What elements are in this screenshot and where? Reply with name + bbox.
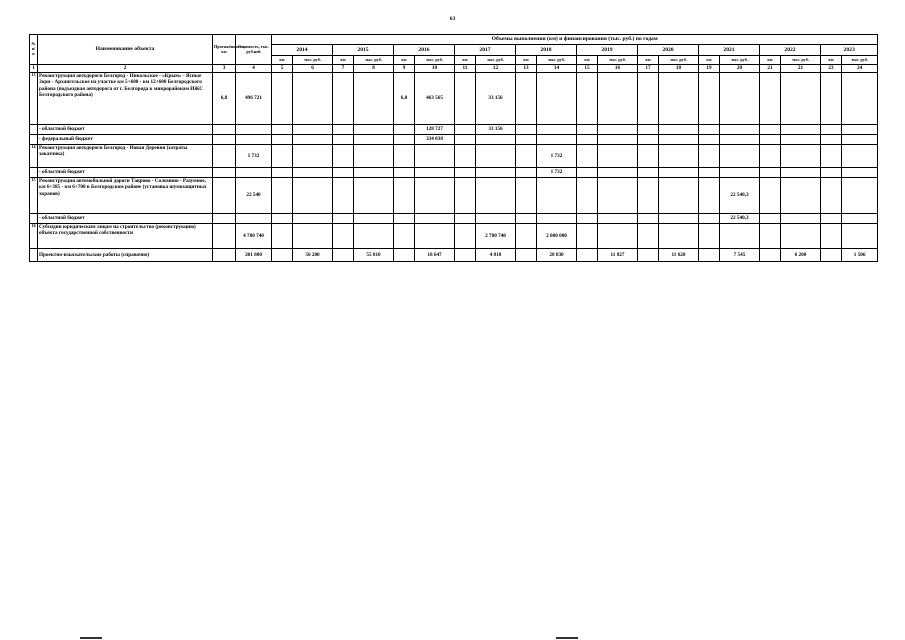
column-index: 11 <box>455 65 476 73</box>
unit-km: км <box>577 56 598 65</box>
year-cell <box>699 249 720 262</box>
year-cell <box>394 214 415 224</box>
column-index: 9 <box>394 65 415 73</box>
year-cell <box>455 224 476 249</box>
length-value <box>213 145 236 168</box>
year-cell <box>699 145 720 168</box>
year-cell: 7 545 <box>720 249 760 262</box>
unit-rub: тыс. руб. <box>415 56 455 65</box>
year-cell <box>537 73 577 125</box>
year-cell <box>272 145 293 168</box>
column-index: 13 <box>516 65 537 73</box>
year-cell <box>354 125 394 135</box>
year-cell <box>394 224 415 249</box>
year-cell: 463 565 <box>415 73 455 125</box>
year-cell <box>272 125 293 135</box>
year-cell <box>354 145 394 168</box>
year-cell: 55 810 <box>354 249 394 262</box>
year-cell <box>638 125 659 135</box>
year-header: 2016 <box>394 45 455 56</box>
year-cell <box>659 224 699 249</box>
column-index: 10 <box>415 65 455 73</box>
object-name: - областной бюджет <box>38 168 213 178</box>
year-header: 2022 <box>760 45 821 56</box>
unit-km: км <box>821 56 842 65</box>
object-name: Реконструкция автодороги Белгород - Никольское - «Крым» - Ясные Зори - Архангельское на участке км 5+600 - км 12+600 Белгородского района (подъездная автодорога от г. Белгорода к микрорайонам ИЖС Белгородского района) <box>38 73 213 125</box>
column-index: 8 <box>354 65 394 73</box>
column-index: 21 <box>760 65 781 73</box>
cost-value: 201 800 <box>236 249 272 262</box>
year-cell <box>577 214 598 224</box>
year-cell <box>842 168 878 178</box>
row-number <box>30 249 38 262</box>
unit-rub: тыс. руб. <box>293 56 333 65</box>
year-cell: 33 156 <box>476 73 516 125</box>
year-header: 2023 <box>821 45 878 56</box>
unit-km: км <box>394 56 415 65</box>
year-cell <box>659 135 699 145</box>
cost-value <box>236 135 272 145</box>
year-cell <box>476 214 516 224</box>
year-cell <box>537 214 577 224</box>
year-cell <box>598 125 638 135</box>
table-row <box>30 249 878 262</box>
table-row <box>30 135 878 145</box>
year-cell <box>333 73 354 125</box>
year-cell <box>516 125 537 135</box>
year-cell <box>293 214 333 224</box>
year-cell <box>720 135 760 145</box>
table-row <box>30 214 878 224</box>
year-cell: 56 200 <box>293 249 333 262</box>
year-cell <box>638 214 659 224</box>
year-cell <box>333 214 354 224</box>
year-cell <box>537 135 577 145</box>
year-cell <box>455 145 476 168</box>
year-cell <box>394 135 415 145</box>
year-cell: 334 838 <box>415 135 455 145</box>
year-cell <box>781 73 821 125</box>
year-cell <box>333 249 354 262</box>
column-index: 20 <box>720 65 760 73</box>
unit-rub: тыс. руб. <box>598 56 638 65</box>
year-cell <box>821 249 842 262</box>
table-row <box>30 168 878 178</box>
year-cell <box>720 145 760 168</box>
year-cell <box>476 135 516 145</box>
year-cell <box>516 178 537 214</box>
cost-value <box>236 125 272 135</box>
year-cell <box>638 249 659 262</box>
year-cell <box>272 224 293 249</box>
year-cell <box>760 125 781 135</box>
length-value <box>213 168 236 178</box>
year-header: 2015 <box>333 45 394 56</box>
column-index: 18 <box>659 65 699 73</box>
year-cell <box>699 178 720 214</box>
object-name: Реконструкция автодороги Белгород - Новая Деревня (затраты заказчика) <box>38 145 213 168</box>
year-cell <box>415 214 455 224</box>
year-cell <box>577 125 598 135</box>
year-cell <box>293 135 333 145</box>
col-name-header: Наименование объекта <box>38 35 213 65</box>
year-cell <box>333 224 354 249</box>
year-cell <box>333 168 354 178</box>
year-cell <box>333 145 354 168</box>
year-cell <box>821 125 842 135</box>
year-cell <box>842 214 878 224</box>
table-row <box>30 178 878 214</box>
column-index: 12 <box>476 65 516 73</box>
year-cell: 11 827 <box>598 249 638 262</box>
year-cell <box>577 178 598 214</box>
year-cell <box>659 73 699 125</box>
year-cell: 2 000 000 <box>537 224 577 249</box>
year-cell <box>293 168 333 178</box>
year-cell <box>720 168 760 178</box>
year-cell <box>455 168 476 178</box>
year-cell <box>293 178 333 214</box>
column-index: 17 <box>638 65 659 73</box>
year-cell <box>760 178 781 214</box>
year-cell <box>537 125 577 135</box>
year-cell <box>455 125 476 135</box>
year-cell <box>415 224 455 249</box>
year-cell <box>720 125 760 135</box>
year-cell <box>598 135 638 145</box>
year-cell <box>781 168 821 178</box>
column-index: 16 <box>598 65 638 73</box>
year-cell <box>821 73 842 125</box>
year-cell <box>638 73 659 125</box>
column-index: 3 <box>213 65 236 73</box>
row-number: 13 <box>30 73 38 125</box>
object-name: Реконструкция автомобильной дороги Таврово - Соломино - Разумное, км 6+385 - км 6+700 в Белгородском районе (установка шумозащитных экранов) <box>38 178 213 214</box>
year-cell <box>598 73 638 125</box>
year-cell <box>415 168 455 178</box>
column-index: 6 <box>293 65 333 73</box>
year-header: 2020 <box>638 45 699 56</box>
year-cell <box>577 168 598 178</box>
year-cell <box>333 135 354 145</box>
year-cell <box>699 168 720 178</box>
unit-km: км <box>699 56 720 65</box>
object-name: - федеральный бюджет <box>38 135 213 145</box>
row-number <box>30 135 38 145</box>
year-cell <box>354 178 394 214</box>
year-cell <box>781 145 821 168</box>
year-cell <box>598 178 638 214</box>
year-cell <box>455 178 476 214</box>
unit-rub: тыс. руб. <box>720 56 760 65</box>
column-index: 19 <box>699 65 720 73</box>
year-cell <box>354 224 394 249</box>
unit-rub: тыс. руб. <box>781 56 821 65</box>
year-header: 2019 <box>577 45 638 56</box>
year-cell <box>821 135 842 145</box>
table-row <box>30 224 878 249</box>
object-name: - областной бюджет <box>38 125 213 135</box>
year-cell <box>394 178 415 214</box>
length-value <box>213 135 236 145</box>
year-cell <box>760 73 781 125</box>
column-index-row <box>30 65 878 73</box>
column-index: 5 <box>272 65 293 73</box>
year-cell <box>638 145 659 168</box>
year-cell <box>598 224 638 249</box>
year-cell <box>699 135 720 145</box>
table-row <box>30 145 878 168</box>
col-cost-header: Стоимость, тыс. руб.ней <box>236 35 272 65</box>
year-cell: 22 540,3 <box>720 214 760 224</box>
year-cell <box>516 249 537 262</box>
column-index: 21 <box>781 65 821 73</box>
column-index: 14 <box>537 65 577 73</box>
column-index: 7 <box>333 65 354 73</box>
year-cell <box>781 125 821 135</box>
year-cell: 6,8 <box>394 73 415 125</box>
year-cell <box>516 135 537 145</box>
year-cell <box>720 73 760 125</box>
year-cell <box>272 168 293 178</box>
col-num-header: № п/п <box>30 35 38 65</box>
col-length-header: Протяжённость, км <box>213 35 236 65</box>
year-cell <box>537 178 577 214</box>
unit-km: км <box>516 56 537 65</box>
table-body <box>30 73 878 262</box>
year-cell <box>598 214 638 224</box>
unit-km: км <box>272 56 293 65</box>
length-value <box>213 178 236 214</box>
year-cell <box>293 224 333 249</box>
unit-rub: тыс. руб. <box>659 56 699 65</box>
year-cell: 18 647 <box>415 249 455 262</box>
year-cell <box>699 125 720 135</box>
length-value: 6,8 <box>213 73 236 125</box>
financing-table <box>29 34 878 262</box>
cost-value: 4 780 740 <box>236 224 272 249</box>
year-cell <box>394 249 415 262</box>
column-index: 1 <box>30 65 38 73</box>
unit-km: км <box>638 56 659 65</box>
year-cell <box>821 168 842 178</box>
year-cell <box>293 125 333 135</box>
year-cell <box>638 224 659 249</box>
year-cell <box>394 145 415 168</box>
year-cell <box>333 178 354 214</box>
object-name: Проектно-изыскательские работы (справочно) <box>38 249 213 262</box>
year-cell <box>272 214 293 224</box>
year-cell <box>760 168 781 178</box>
length-value <box>213 249 236 262</box>
year-cell <box>415 145 455 168</box>
cost-value <box>236 214 272 224</box>
year-cell <box>354 73 394 125</box>
unit-km: км <box>455 56 476 65</box>
year-cell <box>577 224 598 249</box>
year-cell <box>699 73 720 125</box>
unit-km: км <box>760 56 781 65</box>
year-header: 2017 <box>455 45 516 56</box>
year-cell <box>354 135 394 145</box>
column-index: 15 <box>577 65 598 73</box>
year-cell <box>516 168 537 178</box>
year-cell <box>577 249 598 262</box>
year-cell: 22 540,3 <box>720 178 760 214</box>
year-cell <box>760 145 781 168</box>
unit-rub: тыс. руб. <box>476 56 516 65</box>
year-cell <box>516 145 537 168</box>
year-cell <box>821 178 842 214</box>
year-cell <box>476 145 516 168</box>
year-cell <box>760 214 781 224</box>
year-cell <box>659 178 699 214</box>
year-cell: 4 818 <box>476 249 516 262</box>
year-cell <box>272 249 293 262</box>
row-number <box>30 125 38 135</box>
year-cell <box>516 214 537 224</box>
year-header: 2018 <box>516 45 577 56</box>
year-cell <box>598 145 638 168</box>
table-row <box>30 73 878 125</box>
year-cell <box>354 168 394 178</box>
year-cell <box>293 73 333 125</box>
column-index: 2 <box>38 65 213 73</box>
row-number <box>30 168 38 178</box>
unit-km: км <box>333 56 354 65</box>
year-cell <box>842 125 878 135</box>
table-row <box>30 125 878 135</box>
year-cell <box>455 214 476 224</box>
year-cell <box>354 214 394 224</box>
year-cell <box>638 135 659 145</box>
year-cell <box>577 73 598 125</box>
unit-rub: тыс. руб. <box>537 56 577 65</box>
cost-value <box>236 168 272 178</box>
row-number: 15 <box>30 178 38 214</box>
year-cell <box>821 224 842 249</box>
object-name: - областной бюджет <box>38 214 213 224</box>
year-cell <box>781 224 821 249</box>
year-cell <box>272 135 293 145</box>
year-cell: 1 506 <box>842 249 878 262</box>
year-cell <box>577 145 598 168</box>
year-cell <box>638 168 659 178</box>
year-cell <box>272 178 293 214</box>
year-cell: 2 780 740 <box>476 224 516 249</box>
cost-value: 1 732 <box>236 145 272 168</box>
page-number: 63 <box>449 16 456 22</box>
year-cell: 1 732 <box>537 145 577 168</box>
year-cell <box>293 145 333 168</box>
year-cell <box>598 168 638 178</box>
year-cell <box>272 73 293 125</box>
year-cell <box>760 135 781 145</box>
volumes-title: Объемы выполнения (км) и финансирования (тыс. руб.) по годам <box>272 35 878 45</box>
year-cell <box>760 249 781 262</box>
year-cell <box>577 135 598 145</box>
cost-value: 22 540 <box>236 178 272 214</box>
year-cell <box>516 224 537 249</box>
length-value <box>213 214 236 224</box>
year-cell: 1 732 <box>537 168 577 178</box>
column-index: 24 <box>842 65 878 73</box>
year-cell <box>821 214 842 224</box>
year-cell: 28 830 <box>537 249 577 262</box>
year-cell <box>821 145 842 168</box>
scan-artifact <box>556 637 578 639</box>
year-cell <box>842 73 878 125</box>
year-cell <box>394 168 415 178</box>
year-header: 2021 <box>699 45 760 56</box>
length-value <box>213 224 236 249</box>
year-cell <box>638 178 659 214</box>
year-cell <box>455 249 476 262</box>
year-cell <box>781 178 821 214</box>
year-cell <box>415 178 455 214</box>
row-number: 16 <box>30 224 38 249</box>
year-cell <box>720 224 760 249</box>
year-cell <box>781 135 821 145</box>
year-cell <box>455 135 476 145</box>
year-cell: 11 620 <box>659 249 699 262</box>
year-cell <box>455 73 476 125</box>
unit-rub: тыс. руб. <box>842 56 878 65</box>
length-value <box>213 125 236 135</box>
year-cell <box>842 178 878 214</box>
unit-rub: тыс. руб. <box>354 56 394 65</box>
year-cell <box>394 125 415 135</box>
column-index: 23 <box>821 65 842 73</box>
year-cell <box>699 224 720 249</box>
year-cell <box>659 125 699 135</box>
cost-value: 496 721 <box>236 73 272 125</box>
year-cell <box>842 224 878 249</box>
column-index: 4 <box>236 65 272 73</box>
row-number <box>30 214 38 224</box>
year-cell <box>842 135 878 145</box>
year-cell <box>760 224 781 249</box>
year-cell <box>699 214 720 224</box>
year-cell <box>476 168 516 178</box>
year-cell <box>659 168 699 178</box>
year-cell: 128 727 <box>415 125 455 135</box>
object-name: Субсидии юридическим лицам на строительство (реконструкцию) объекта государственной собственности <box>38 224 213 249</box>
year-cell <box>476 178 516 214</box>
year-cell <box>659 214 699 224</box>
year-cell: 33 156 <box>476 125 516 135</box>
year-cell <box>659 145 699 168</box>
year-cell: 6 200 <box>781 249 821 262</box>
row-number: 14 <box>30 145 38 168</box>
year-header: 2014 <box>272 45 333 56</box>
year-cell <box>781 214 821 224</box>
year-cell <box>516 73 537 125</box>
scan-artifact <box>80 637 102 639</box>
year-cell <box>333 125 354 135</box>
year-cell <box>842 145 878 168</box>
